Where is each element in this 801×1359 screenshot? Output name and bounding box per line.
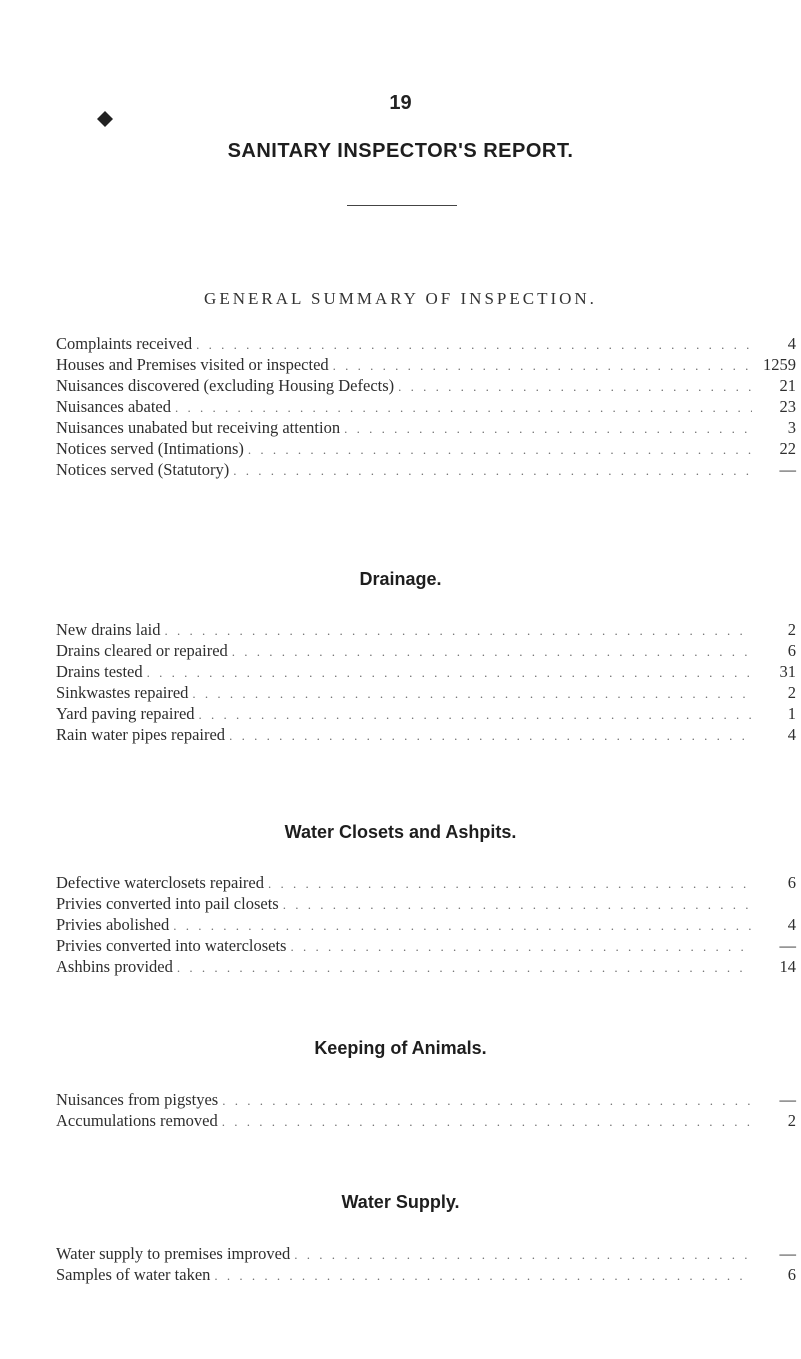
animals-list xyxy=(56,1090,796,1132)
list-item xyxy=(56,873,796,894)
dot-leader xyxy=(199,707,752,723)
list-item xyxy=(56,725,796,746)
dot-leader xyxy=(222,1093,752,1109)
item-label: Complaints received xyxy=(56,334,193,353)
dot-leader xyxy=(333,358,752,374)
dot-leader xyxy=(229,728,752,744)
diamond-icon xyxy=(96,110,114,128)
item-label: Notices served (Intimations) xyxy=(56,439,244,458)
list-item xyxy=(56,334,796,355)
divider xyxy=(347,205,457,206)
item-value: 22 xyxy=(779,439,796,458)
dot-leader xyxy=(294,1247,752,1263)
dot-leader xyxy=(147,665,752,681)
item-value: 2 xyxy=(787,620,796,639)
item-label: Nuisances unabated but receiving attention xyxy=(56,418,341,437)
item-value: 31 xyxy=(779,662,796,681)
item-label: Nuisances from pigstyes xyxy=(56,1090,219,1109)
summary-heading: GENERAL SUMMARY OF INSPECTION. xyxy=(204,289,597,308)
list-item xyxy=(56,641,796,662)
dot-leader xyxy=(175,400,752,416)
item-label: Privies abolished xyxy=(56,915,170,934)
item-label: Samples of water taken xyxy=(56,1265,211,1284)
list-item xyxy=(56,1090,796,1111)
list-item xyxy=(56,355,796,376)
list-item xyxy=(56,894,796,915)
item-label: Drains cleared or repaired xyxy=(56,641,228,660)
dot-leader xyxy=(222,1114,752,1130)
water-supply-heading: Water Supply. xyxy=(341,1192,460,1212)
dot-leader xyxy=(344,421,752,437)
item-value: 4 xyxy=(787,334,796,353)
list-item xyxy=(56,1265,796,1286)
item-value: 2 xyxy=(787,683,796,702)
item-value: 6 xyxy=(787,1265,796,1284)
list-item xyxy=(56,957,796,978)
list-item xyxy=(56,376,796,397)
dot-leader xyxy=(214,1268,752,1284)
item-value: 1 xyxy=(787,704,796,723)
item-label: Defective waterclosets repaired xyxy=(56,873,264,892)
list-item xyxy=(56,460,796,481)
item-value: — xyxy=(779,460,796,479)
item-label: Yard paving repaired xyxy=(56,704,195,723)
list-item xyxy=(56,418,796,439)
dot-leader xyxy=(248,442,752,458)
water-closets-list xyxy=(56,873,796,978)
list-item xyxy=(56,1111,796,1132)
page-number: 19 xyxy=(389,92,412,114)
item-label: Houses and Premises visited or inspected xyxy=(56,355,329,374)
dot-leader xyxy=(192,686,752,702)
dot-leader xyxy=(196,337,752,353)
drainage-heading: Drainage. xyxy=(359,569,442,589)
item-label: Drains tested xyxy=(56,662,143,681)
item-value: 4 xyxy=(787,725,796,744)
list-item xyxy=(56,1244,796,1265)
item-label: Ashbins provided xyxy=(56,957,173,976)
list-item xyxy=(56,936,796,957)
dot-leader xyxy=(233,463,752,479)
item-label: Privies converted into waterclosets xyxy=(56,936,287,955)
drainage-list xyxy=(56,620,796,746)
item-label: Accumulations removed xyxy=(56,1111,218,1130)
dot-leader xyxy=(164,623,752,639)
list-item xyxy=(56,704,796,725)
list-item xyxy=(56,683,796,704)
dot-leader xyxy=(283,897,752,913)
dot-leader xyxy=(398,379,752,395)
item-label: Sinkwastes repaired xyxy=(56,683,189,702)
item-label: Water supply to premises improved xyxy=(56,1244,291,1263)
water-closets-heading: Water Closets and Ashpits. xyxy=(284,822,517,842)
item-label: Nuisances discovered (excluding Housing Defects) xyxy=(56,376,395,395)
item-value: 6 xyxy=(787,873,796,892)
water-supply-list xyxy=(56,1244,796,1286)
item-value: — xyxy=(779,1090,796,1109)
item-value: 6 xyxy=(787,641,796,660)
list-item xyxy=(56,915,796,936)
item-label: Notices served (Statutory) xyxy=(56,460,230,479)
item-value: 3 xyxy=(787,418,796,437)
animals-heading: Keeping of Animals. xyxy=(314,1038,487,1058)
dot-leader xyxy=(268,876,752,892)
report-title: SANITARY INSPECTOR'S REPORT. xyxy=(227,140,574,162)
item-label: Rain water pipes repaired xyxy=(56,725,226,744)
dot-leader xyxy=(173,918,752,934)
item-value: 1259 xyxy=(763,355,796,374)
item-label: Privies converted into pail closets xyxy=(56,894,279,913)
item-value: 2 xyxy=(787,1111,796,1130)
item-label: Nuisances abated xyxy=(56,397,171,416)
item-value: 14 xyxy=(779,957,796,976)
list-item xyxy=(56,397,796,418)
dot-leader xyxy=(232,644,752,660)
item-value: — xyxy=(779,936,796,955)
item-value: 21 xyxy=(779,376,796,395)
list-item xyxy=(56,662,796,683)
item-value: 23 xyxy=(779,397,796,416)
list-item xyxy=(56,439,796,460)
summary-list xyxy=(56,334,796,481)
dot-leader xyxy=(290,939,752,955)
item-label: New drains laid xyxy=(56,620,161,639)
item-value: 4 xyxy=(787,915,796,934)
item-value: — xyxy=(779,1244,796,1263)
list-item xyxy=(56,620,796,641)
dot-leader xyxy=(177,960,752,976)
